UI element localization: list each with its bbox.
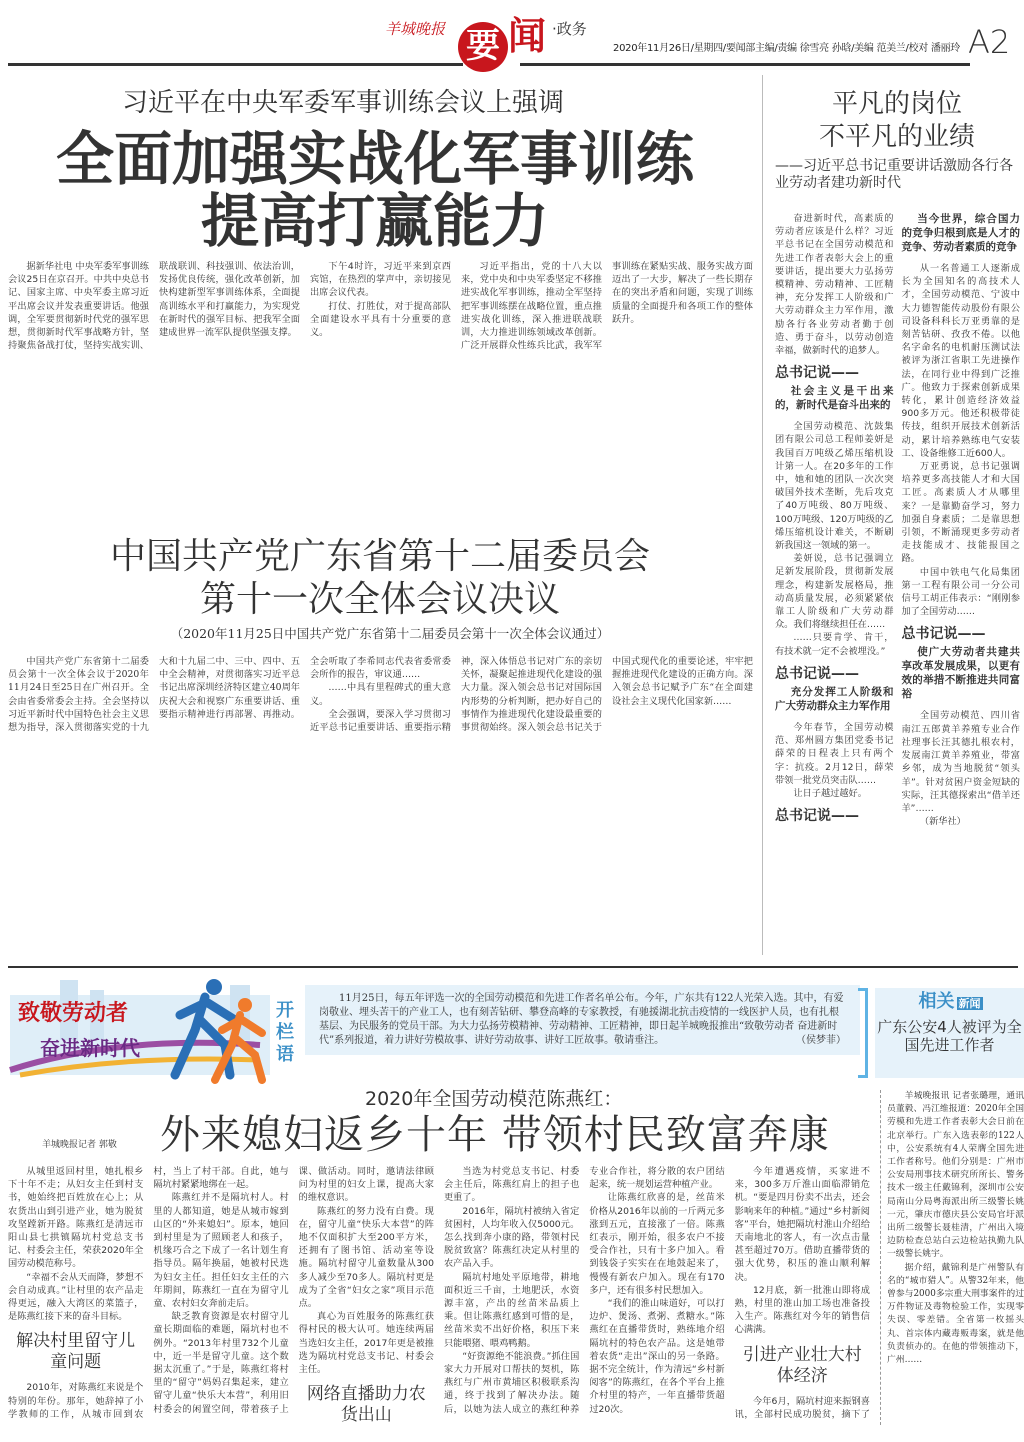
title-line: 第十一次全体会议决议 <box>199 579 560 620</box>
guangdong-subtitle: （2020年11月25日中国共产党广东省第十二届委员会第十一次全体会议通过） <box>170 626 610 641</box>
military-kicker: 习近平在中央军委军事训练会议上强调 <box>122 88 565 118</box>
banner-image <box>0 975 270 1085</box>
military-body <box>8 260 753 523</box>
related-news-box <box>875 988 1024 1078</box>
paragraph: “好资源绝不能浪费。”抓住国家大力开展对口帮扶的契机，陈燕红与广州市黄埔区积极联系沟通，终于找到了解决办法。随后，以她为法人成立的燕红种养专业合作社，将分散的农户团结起来，统一规划运营种植产业。 <box>443 1166 725 1415</box>
paragraph: 全国劳动模范、沈鼓集团有限公司总工程师姜妍是我国百万吨级乙烯压缩机设计第一人。在20多年的工作中，她和她的团队一次次突破国外技术垄断，先后攻克了40万吨级、80万吨级、100万吨级、120万吨级的乙烯压缩机设计难关，不断刷新我国这一领域的第一。 <box>775 421 894 552</box>
subheading: 社会主义是干出来的，新时代是奋斗出来的 <box>775 385 894 412</box>
section-suffix: ·政务 <box>552 20 587 38</box>
paragraph: 全国劳动模范、四川省南江五郎黄羊养殖专业合作社理事长汪其德扎根农村，发展南江黄羊养殖业，带富乡邻，成为当地脱贫“领头羊”。针对贫困户资金短缺的实际，汪其德探索出“借羊还羊”…… <box>901 710 1020 814</box>
subheading: 总书记说—— <box>901 626 986 643</box>
intro-text: 11月25日，每五年评选一次的全国劳动模范和先进工作者名单公布。今年，广东共有122人光荣入选。其中，有爱岗敬业、埋头苦干的产业工人，也有刻苦钻研、攀登高峰的专家教授，有驰援湖北抗击疫情的一线医护人员，也有扎根基层、为民服务的党员干部。为大力弘扬劳模精神、劳动精神、工匠精神，即日起羊城晚报推出“致敬劳动者 奋进新时代”系列报道，着力讲好劳模故事、讲好劳动故事、讲好工匠故事。敬请垂注。 <box>319 993 844 1046</box>
related-headline: 广东公安4人被评为全国先进工作者 <box>877 1018 1022 1054</box>
paragraph: ……中具有里程碑式的重大意义。 <box>310 682 451 707</box>
paragraph: 2010年，对陈燕红来说是个特别的年份。那年，她辞掉了小学教师的工作，从城市回到农村，当上了村干部。自此，她与隔坑村紧紧地绑在一起。 <box>8 1166 289 1420</box>
subheading: 解决村里留守儿童问题 <box>16 1331 136 1373</box>
workers-title <box>770 88 1024 154</box>
paragraph: （新华社） <box>919 816 966 828</box>
related-article <box>880 1090 1024 1425</box>
chen-body <box>8 1165 870 1427</box>
paragraph: 打仗、打胜仗，对于提高部队全面建设水平具有十分重要的意义。 <box>310 300 451 339</box>
paragraph: 中国中铁电气化局集团第一工程有限公司一分公司信号工胡正伟表示：“刚刚参加了全国劳动…… <box>901 566 1020 618</box>
runners-illustration <box>0 975 270 1085</box>
paragraph: 隔坑村地处平原地带，耕地面积近三千亩，土地肥沃，水资源丰富，产出的丝苗米品质上乘。但让陈燕红感到可惜的是，丝苗米卖不出好价格，积压下来只能喂猪、喂鸡鸭鹅。 <box>443 1271 580 1349</box>
paragraph: 姜妍说，总书记强调立足新发展阶段，贯彻新发展理念，构建新发展格局，推动高质量发展，必须紧紧依靠工人阶级和广大劳动群众。我们将继续担任在…… <box>775 553 894 631</box>
paragraph: “我们的淮山味道好，可以打边炉、煲汤、煮粥、煮糖水。”陈燕红在直播带货时，熟练地介绍隔坑村的特色农产品。这是她带着农货“走出”深山的另一条路。据不完全统计，作为清远“乡村新阅客”的陈燕红，在各个平台上推介村里的特产，一年直播带货超过20次。 <box>589 1298 725 1415</box>
column-divider <box>762 75 763 955</box>
paragraph: 真心为百姓服务的陈燕红获得村民的极大认可。她连续两届当选妇女主任，2017年更是被推选为隔坑村党总支书记、村委会主任。 <box>298 1311 434 1376</box>
headline-line: 提高打赢能力 <box>200 187 549 255</box>
subheading: 总书记说—— <box>775 665 859 682</box>
title-line: 平凡的岗位 <box>831 89 962 119</box>
paragraph: 2016年，隔坑村被纳入省定贫困村，人均年收入仅5000元。怎么找到奔小康的路，带领村民脱贫致富？陈燕红决定从村里的农产品入手。 <box>443 1205 580 1270</box>
chen-headline: 外来媳妇返乡十年 带领村民致富奔康 <box>160 1112 830 1158</box>
section-badge: 要 <box>458 22 508 72</box>
chen-kicker: 2020年全国劳动模范陈燕红： <box>365 1088 623 1110</box>
section-rule <box>8 966 1018 968</box>
paragraph: ……只要肯学、肯干，有技术就一定不会被埋没。” <box>775 632 894 657</box>
newspaper-logo: 羊城晚报 <box>385 20 446 38</box>
subheading: 充分发挥工人阶级和广大劳动群众主力军作用 <box>775 685 894 712</box>
page-number: A2 <box>968 23 1011 61</box>
paragraph: 据介绍，戴锦利是广州警队有名的“城市猎人”。从警32年来，他曾参与2000多宗重大刑事案件的过万件物证及毒物检验工作，实现零失误、零差错。全省第一枚摇头丸、首宗体内藏毒贩毒案，就是他负责侦办的。在他的带领推动下，广州…… <box>887 1262 1024 1366</box>
paragraph: 陈燕红并不是隔坑村人。村里的人都知道，她是从城市嫁到山区的“外来媳妇”。原本，她回到村里是为了照顾老人和孩子，机缘巧合之下成了一名计划生育指导员。隔年换届，她被村民选为妇女主任。担任妇女主任的六年期间，陈燕红一直在为留守儿童、农村妇女奔前走后。 <box>153 1192 289 1310</box>
guangdong-title <box>60 535 700 621</box>
subheading: 总书记说—— <box>775 808 859 825</box>
paragraph: 今年遭遇疫情，买家进不来，300多万斤淮山面临滞销危机。“要是四月份卖不出去，还会影响来年的种植。”通过“乡村新阅客”平台，她把隔坑村淮山介绍给天南地北的客人，有一次点击量甚至超过70万。借助直播带货的强大优势，积压的淮山顺利解决。 <box>734 1166 870 1283</box>
paragraph: 从城里返回村里，她扎根乡下十年不走；从妇女主任到村支书，她始终把百姓放在心上；从农货出山到引进产业，她为脱贫攻坚蹚新开路。陈燕红是清远市阳山县七拱镇隔坑村党总支书记、村委会主任，荣获2020年全国劳动模范称号。 <box>8 1166 144 1270</box>
paragraph: 羊城晚报讯 记者张璐理，通讯员董毅、冯江维报道：2020年全国劳模和先进工作者表彰大会日前在北京举行。广东入选表彰的122人中，公安系统有4人荣膺全国先进工作者称号。他们分别是：广州市公安局刑事技术研究所所长、警务技术一级主任戴锦利，深圳市公安局南山分局粤海派出所三级警长姚一元，肇庆市德庆县公安局官圩派出所二级警长聂桂清，广州出入境边防检查总站白云边检站执勤九队一级警长姚宇。 <box>887 1091 1024 1260</box>
subheading: 总书记说—— <box>775 365 859 382</box>
header-rule <box>520 63 970 66</box>
reporter-byline: 羊城晚报记者 郭敬 <box>42 1140 117 1150</box>
paragraph: 12月底，新一批淮山即将成熟，村里的淮山加工场也准备投入生产。陈燕红对今年的销售信心满满。 <box>734 1284 870 1336</box>
logo-text: 致敬劳动者 <box>18 1001 129 1026</box>
workers-subtitle: ——习近平总书记重要讲话激励各行各业劳动者建功新时代 <box>775 158 1013 191</box>
subheading: 当今世界，综合国力的竞争归根到底是人才的竞争、劳动者素质的竞争 <box>901 213 1020 253</box>
subheading: 使广大劳动者共建共享改革发展成果，以更有效的举措不断推进共同富裕 <box>901 646 1020 701</box>
paragraph: 从一名普通工人逐渐成长为全国知名的高技术人才，全国劳动模范、宁波中大力德智能传动股份有限公司设备科科长万亚勇靠的是刻苦钻研、孜孜不倦。以他名字命名的电机耐压测试法被评为浙江省职工先进操作法，在同行业中得到广泛推广。他致力于探索创新成果转化，累计创造经济效益900多万元。他还积极带徒传技，组织开展技术创新活动，累计培养熟练电气安装工、设备维修工近600人。 <box>901 263 1020 459</box>
title-line: 不平凡的业绩 <box>818 122 975 152</box>
paragraph: 据新华社电 中央军委军事训练会议25日在京召开。中共中央总书记、国家主席、中央军委主席习近平出席会议并发表重要讲话。他强调，全军要贯彻新时代党的强军思想，贯彻新时代军事战略方针，坚持聚焦备战打仗，坚持实战实训、联战联训、科技强训、依法治训，发扬优良传统，强化改革创新，加快构建新型军事训练体系，全面提高训练水平和打赢能力，为实现党在新时代的强军目标、把我军全面建成世界一流军队提供坚强支撑。 <box>8 261 300 352</box>
guangdong-body <box>8 655 753 950</box>
paragraph: 全会强调，要深入学习贯彻习近平总书记重要讲话、重要指示精神，深入体悟总书记对广东的亲切关怀，凝聚起推进现代化建设的强大力量。深入领会总书记对国际国内形势的分析判断，把办好自己的事情作为推进现代化建设最重要的事贯彻始终。深入领会总书记关于中国式现代化的重要论述，牢牢把握推进现代化建设的正确方向。深入领会总书记赋予广东“在全面建设社会主义现代化国家新…… <box>310 656 753 734</box>
paragraph: 习近平指出，党的十八大以来，党中央和中央军委坚定不移推进实战化军事训练，推动全军坚持把军事训练摆在战略位置，重点推进实战化训练，深入推进联战联训，大力推进训练领域改革创新。广泛开展群众性练兵比武，我军军事训练在紧贴实战、服务实战方面迈出了一大步，解决了一些长期存在的突出矛盾和问题，实现了训练质量的全面提升和各项工作的整体跃升。 <box>461 261 753 352</box>
paragraph: 奋进新时代，高素质的劳动者应该是什么样？习近平总书记在全国劳动模范和先进工作者表彰大会上的重要讲话，提出要大力弘扬劳模精神、劳动精神、工匠精神，充分发挥工人阶级和广大劳动群众主力军作用，激励各行各业劳动者勤于创造、勇于奋斗，以劳动创造幸福，做新时代的追梦人。 <box>775 213 894 357</box>
decorative-bracket <box>858 988 868 1078</box>
intro-byline: （侯梦菲） <box>796 1035 846 1046</box>
column-intro <box>305 985 860 1055</box>
related-label: 相关 <box>918 991 955 1012</box>
subheading: 网络直播助力农货出山 <box>306 1384 426 1426</box>
related-tag: 新闻 <box>958 997 981 1010</box>
title-line: 中国共产党广东省第十二届委员会 <box>109 536 650 577</box>
workers-body <box>775 212 1020 952</box>
military-headline <box>5 125 745 255</box>
section-title: 闻 <box>508 14 547 58</box>
headline-line: 全面加强实战化军事训练 <box>55 125 694 193</box>
paragraph: 下午4时许，习近平来到京西宾馆，在热烈的掌声中，亲切接见出席会议代表。 <box>310 261 451 299</box>
issue-meta: 2020年11月26日/星期四/要闻部主编/责编 徐雪亮 孙晗/美编 范美兰/校对 潘丽玲 <box>613 43 960 54</box>
paragraph: 中国共产党广东省第十二届委员会第十一次全体会议于2020年11月24日至25日在广州召开。全会由省委常委会主持。全会坚持以习近平新时代中国特色社会主义思想为指导，深入贯彻落实党的十九大和十九届二中、三中、四中、五中全会精神，对贯彻落实习近平总书记出席深圳经济特区建立40周年庆祝大会和视察广东重要讲话、重要指示精神进行再部署、再推动。全会听取了李希同志代表省委常委会所作的报告，审议通…… <box>8 656 451 734</box>
paragraph: 让陈燕红欣喜的是，丝苗米价格从2016年以前的一斤两元多涨到五元，直接涨了一倍。陈燕红表示，刚开始，很多农户不接受合作社，只有十多户加入。看到钱袋子实实在在地鼓起来了，慢慢有新农户加入。现在有170多户，还有很多村民想加入。 <box>589 1192 725 1296</box>
paragraph: 当选为村党总支书记、村委会主任后，陈燕红肩上的担子也更重了。 <box>443 1166 580 1204</box>
subheading: 引进产业壮大村体经济 <box>742 1344 862 1386</box>
paragraph: “幸福不会从天而降，梦想不会自动成真。”让村里的农产品走得更远，融入大湾区的菜篮子，是陈燕红接下来的奋斗目标。 <box>8 1271 144 1323</box>
related-body <box>887 1090 1024 1420</box>
column-label: 开栏语 <box>276 1000 294 1065</box>
paragraph: 陈燕红的努力没有白费。现在，留守儿童“快乐大本营”的阵地不仅面积扩大至200平方米，还拥有了图书馆、活动室等设施。隔坑村留守儿童数量从300多人减少至70多人。隔坑村更是成为了全省“妇女之家”项目示范点。 <box>298 1205 434 1310</box>
paragraph: 万亚勇说，总书记强调培养更多高技能人才和大国工匠。高素质人才从哪里来？一是靠勤奋学习，努力加强自身素质；二是靠思想引领，不断涌现更多劳动者走技能成才、技能报国之路。 <box>901 461 1020 565</box>
paragraph: 缺乏教育资源是农村留守儿童长期面临的难题，隔坑村也不例外。“2013年村里732个儿童中，近一半是留守儿童。这个数据太沉重了。”于是，陈燕红将村里的“留守”妈妈召集起来，建立留守儿童“快乐大本营”，利用旧村委会的闲置空间，带着孩子上课、做活动。同时，邀请法律顾问为村里的妇女上课，提高大家的维权意识。 <box>153 1166 434 1415</box>
header-rule <box>8 63 463 66</box>
paragraph: 今年6月，隔坑村迎来振钢喜讯，全部村民成功脱贫，摘下了 <box>734 1395 870 1420</box>
paragraph: 今年春节，全国劳动模范、郑州圆方集团党委书记薛荣的日程表上只有两个字：抗疫。2月12日，薛荣带领一批党员突击队…… <box>775 721 894 786</box>
paragraph: 让日子越过越好。 <box>793 787 867 799</box>
logo-text: 奋进新时代 <box>40 1036 140 1060</box>
